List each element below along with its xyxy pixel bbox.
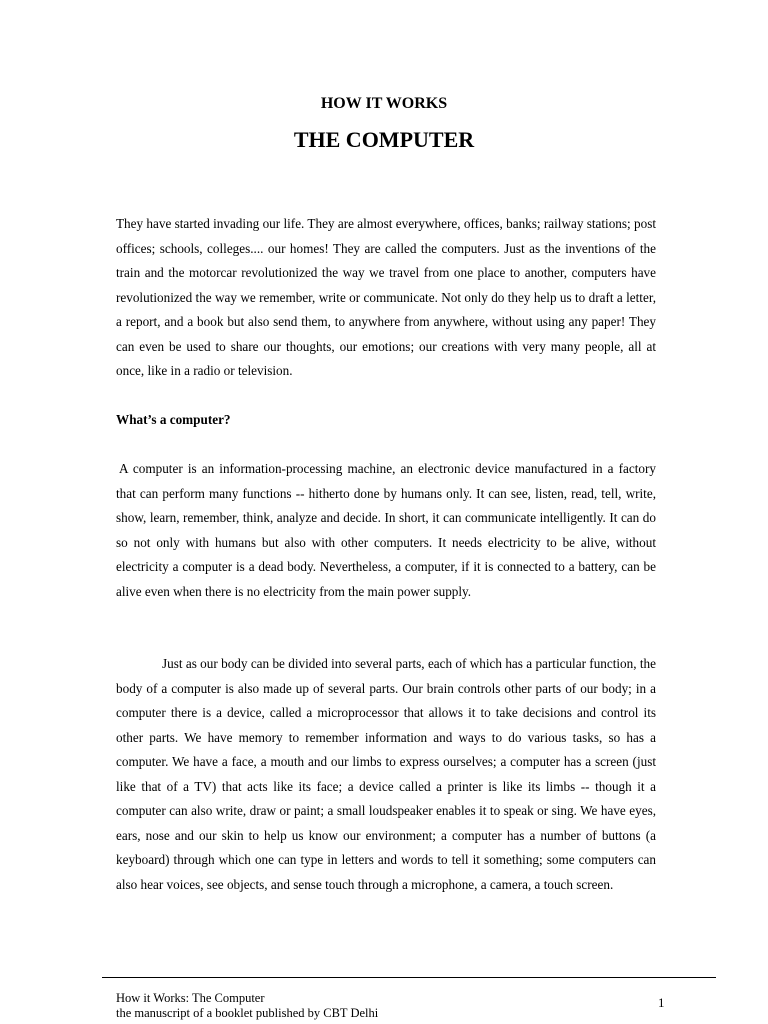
footer-text [116,991,378,1021]
paragraph-body-parts-text: Just as our body can be divided into several parts, each of which has a particular function, the body of a computer is also made up of several parts. Our brain controls other parts of our body; in a computer there is a device, called a microprocessor that allows it to take decisions and control its other parts. We have memory to remember information and ways to do various tasks, so has a computer. We have a face, a mouth and our limbs to express ourselves; a computer has a screen (just like that of a TV) that acts like its face; a device called a printer is like its limbs -- though it a computer can also write, draw or paint; a small loudspeaker enables it to speak or sing. We have eyes, ears, nose and our skin to help us know our environment; a computer has a number of buttons (a keyboard) through which one can type in letters and words to tell it something; some computers can also hear voices, see objects, and sense touch through a microphone, a camera, a touch screen. [116,656,656,892]
paragraph-definition [116,457,656,604]
footer-divider [102,977,716,978]
heading-the-computer: THE COMPUTER [293,127,475,152]
heading-how-it-works: HOW IT WORKS [320,95,448,112]
footer-title: How it Works: The Computer [116,991,265,1005]
section-heading-whats-a-computer: What’s a computer? [116,412,231,427]
paragraph-body-parts [116,652,656,897]
page-number: 1 [658,995,665,1010]
paragraph-intro: They have started invading our life. They are almost everywhere, offices, banks; railway stations; post offices; schools, colleges.... our homes! They are called the computers. Just as the inventions of the train and the motorcar revolutionized the way we travel from one place to another, computers have revolutionized the way we remember, write or communicate. Not only do they help us to draft a letter, a report, and a book but also send them, to anywhere from anywhere, without using any paper! They can even be used to share our thoughts, our emotions; our creations with very many people, all at once, like in a radio or television. [116,216,656,378]
footer-publisher: the manuscript of a booklet published by CBT Delhi [116,1006,379,1020]
paragraph-definition-text: A computer is an information-processing machine, an electronic device manufactured in a factory that can perform many functions -- hitherto done by humans only. It can see, listen, read, tell, write, show, learn, remember, think, analyze and decide. In short, it can communicate intelligently. It can do so not only with humans but also with other computers. It needs electricity to be alive, without electricity a computer is a dead body. Nevertheless, a computer, if it is connected to a battery, can be alive even when there is no electricity from the main power supply. [116,461,656,599]
